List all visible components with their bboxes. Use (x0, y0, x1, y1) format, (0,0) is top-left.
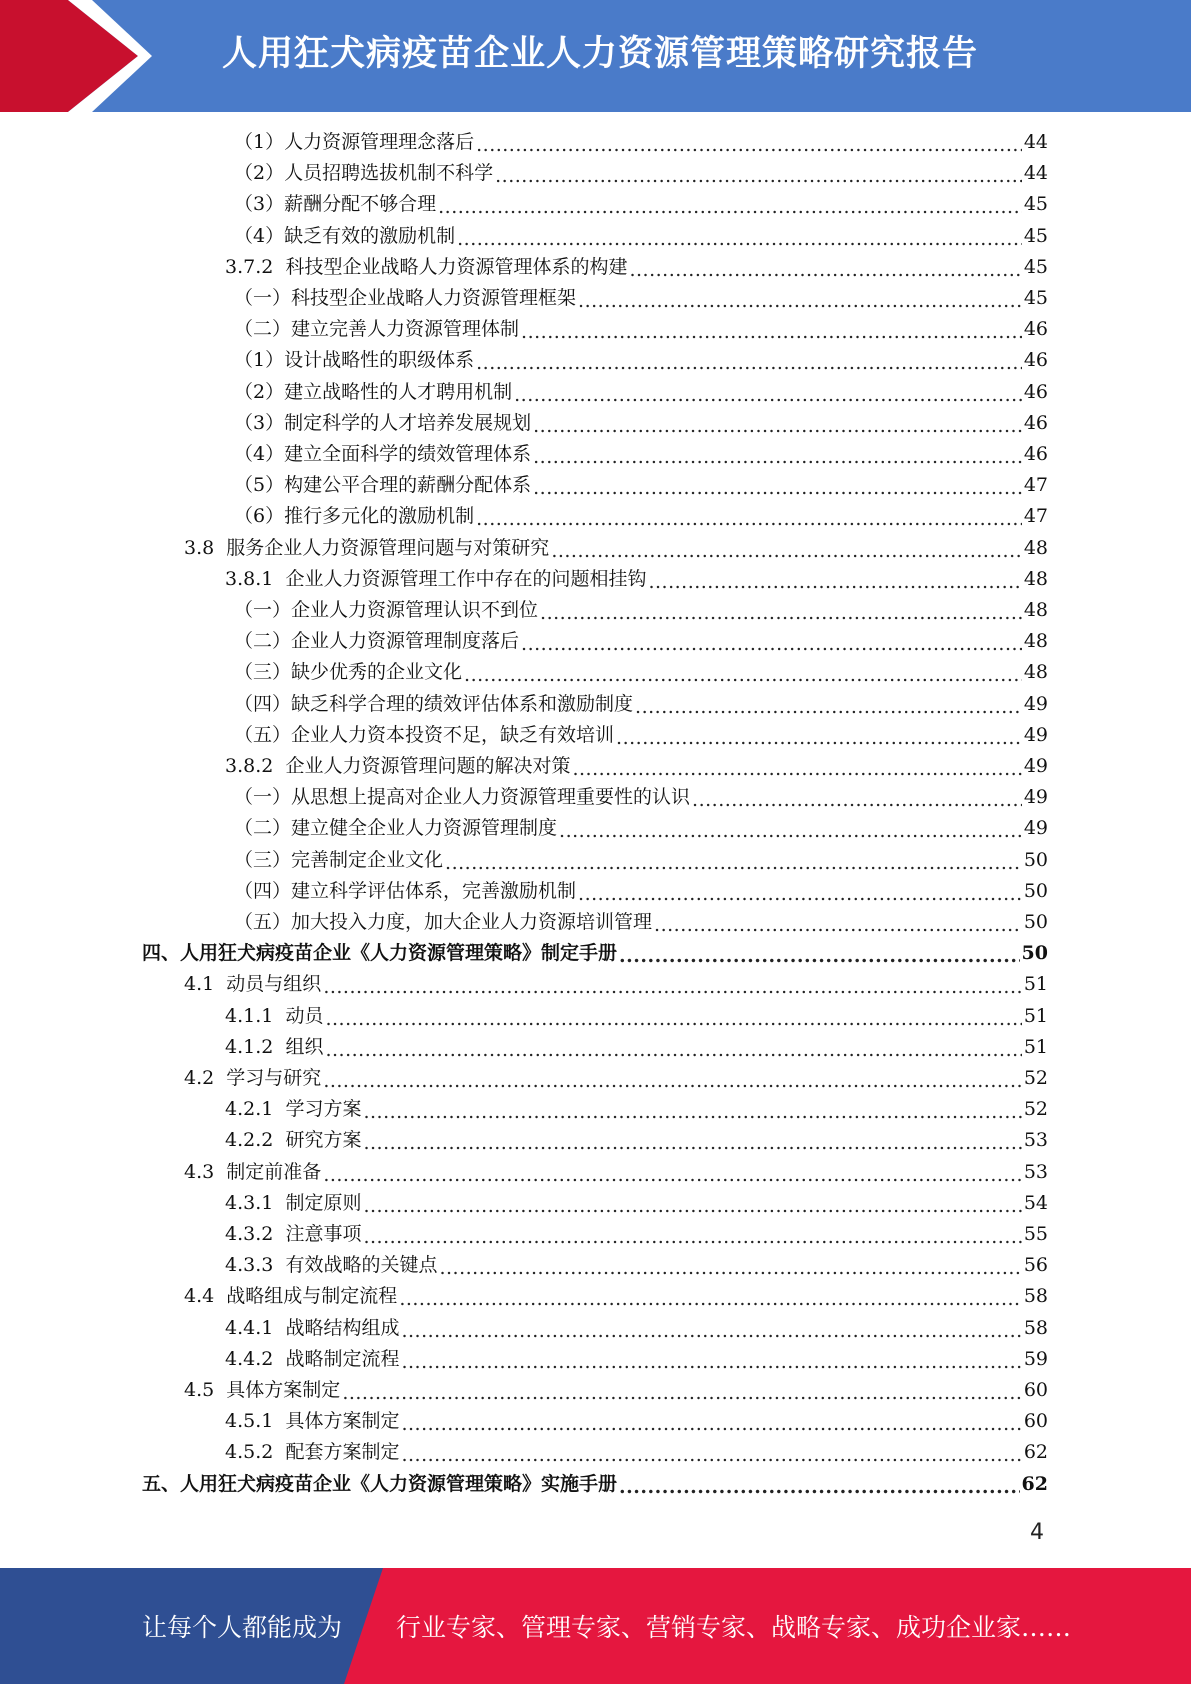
toc-entry-title: 具体方案制定 (285, 1410, 400, 1433)
toc-entry-page: 48 (1023, 599, 1048, 621)
toc-entry-title: 科技型企业战略人力资源管理框架 (291, 287, 577, 309)
toc-entry-page: 51 (1023, 1004, 1048, 1027)
toc-entry[interactable] (225, 1344, 1048, 1375)
toc-entry[interactable] (225, 1125, 1048, 1156)
footer-slogan-left: 让每个人都能成为 (142, 1613, 343, 1642)
toc-dot-leader (464, 657, 1022, 688)
toc-entry[interactable] (184, 969, 1048, 1000)
toc-dot-leader (438, 189, 1022, 220)
toc-entry-page: 50 (1021, 942, 1048, 965)
toc-dot-leader (578, 876, 1022, 907)
toc-dot-leader (445, 845, 1022, 876)
toc-entry-page: 56 (1023, 1254, 1048, 1277)
page-number: 4 (1030, 1520, 1044, 1545)
toc-entry[interactable] (234, 657, 1048, 688)
toc-entry[interactable] (142, 938, 1048, 969)
toc-entry[interactable] (184, 1375, 1048, 1406)
toc-entry-title: 动员与组织 (226, 973, 322, 996)
toc-entry-title: 人用狂犬病疫苗企业《人力资源管理策略》制定手册 (180, 942, 618, 965)
toc-entry-page: 62 (1021, 1472, 1048, 1495)
toc-entry-number: （四） (234, 879, 292, 902)
toc-dot-leader (533, 439, 1022, 470)
toc-entry-title: 具体方案制定 (226, 1379, 341, 1401)
toc-entry-number: 3.8 (184, 536, 227, 559)
toc-entry[interactable] (225, 1313, 1048, 1344)
toc-entry-page: 49 (1023, 755, 1048, 777)
toc-entry-title: 企业人力资源管理工作中存在的问题相挂钩 (285, 567, 647, 590)
toc-entry-number: 4.3 (184, 1160, 227, 1183)
toc-entry-page: 48 (1023, 630, 1048, 653)
toc-dot-leader (551, 533, 1022, 564)
toc-entry-number: 4.4.1 (225, 1316, 286, 1339)
toc-dot-leader (401, 1406, 1021, 1437)
toc-dot-leader (648, 564, 1021, 595)
toc-entry-page: 53 (1023, 1129, 1048, 1152)
toc-entry[interactable] (234, 189, 1048, 220)
toc-entry[interactable] (234, 283, 1048, 314)
toc-entry-page: 51 (1023, 1035, 1048, 1058)
toc-entry-title: 组织 (285, 1035, 324, 1058)
toc-entry-number: 3.8.2 (225, 755, 286, 777)
toc-dot-leader (533, 408, 1022, 439)
toc-entry[interactable] (225, 1188, 1048, 1219)
toc-dot-leader (476, 345, 1022, 376)
toc-entry-page: 47 (1023, 474, 1048, 497)
toc-entry-number: （二） (234, 630, 292, 653)
toc-entry-number: 4.3.3 (225, 1254, 286, 1277)
toc-entry-number: （1） (234, 349, 285, 372)
toc-entry[interactable] (234, 158, 1048, 189)
toc-entry-number: （五） (234, 723, 292, 746)
toc-entry[interactable] (225, 1437, 1048, 1468)
toc-entry-number: 4.1.2 (225, 1035, 286, 1058)
toc-entry-page: 54 (1023, 1191, 1048, 1214)
toc-entry[interactable] (234, 595, 1048, 626)
toc-dot-leader (692, 782, 1022, 813)
toc-entry-number: 3.7.2 (225, 255, 286, 278)
toc-entry-page: 59 (1023, 1347, 1048, 1370)
toc-entry[interactable] (234, 907, 1048, 938)
toc-entry-number: 4.4 (184, 1285, 227, 1308)
toc-entry-number: （2） (234, 162, 285, 185)
toc-dot-leader (476, 127, 1022, 158)
toc-entry[interactable] (225, 751, 1048, 782)
toc-entry-number: 4.1 (184, 973, 227, 996)
toc-entry[interactable] (225, 1001, 1048, 1032)
toc-entry-page: 49 (1023, 692, 1048, 715)
toc-dot-leader (401, 1313, 1021, 1344)
toc-dot-leader (619, 1469, 1020, 1500)
toc-entry[interactable] (234, 345, 1048, 376)
toc-entry[interactable] (234, 439, 1048, 470)
toc-entry-page: 50 (1023, 848, 1048, 871)
toc-entry[interactable] (225, 1219, 1048, 1250)
toc-dot-leader (559, 813, 1022, 844)
toc-dot-leader (342, 1375, 1022, 1406)
toc-entry[interactable] (234, 408, 1048, 439)
toc-entry[interactable] (225, 1094, 1048, 1125)
toc-entry-title: 缺乏有效的激励机制 (284, 224, 456, 247)
toc-dot-leader (521, 314, 1022, 345)
toc-entry[interactable] (184, 1063, 1048, 1094)
toc-dot-leader (476, 501, 1022, 532)
toc-entry[interactable] (234, 689, 1048, 720)
toc-entry-title: 战略结构组成 (285, 1316, 400, 1339)
toc-dot-leader (325, 1032, 1021, 1063)
toc-entry-number: （四） (234, 692, 292, 715)
toc-entry[interactable] (225, 564, 1048, 595)
toc-entry-page: 53 (1023, 1160, 1048, 1183)
toc-entry-page: 50 (1023, 879, 1048, 902)
toc-entry-page: 46 (1023, 443, 1048, 465)
toc-dot-leader (363, 1125, 1021, 1156)
toc-entry[interactable] (225, 1406, 1048, 1437)
toc-dot-leader (439, 1250, 1021, 1281)
toc-entry-title: 配套方案制定 (285, 1441, 400, 1464)
toc-entry-page: 52 (1023, 1067, 1048, 1089)
toc-entry-number: 3.8.1 (225, 567, 286, 590)
toc-entry-title: 研究方案 (285, 1129, 362, 1152)
toc-entry-number: （一） (234, 599, 292, 621)
toc-dot-leader (401, 1437, 1021, 1468)
toc-entry-title: 科技型企业战略人力资源管理体系的构建 (285, 255, 628, 278)
toc-entry-number: （三） (234, 848, 292, 871)
toc-dot-leader (323, 1157, 1022, 1188)
toc-dot-leader (363, 1219, 1021, 1250)
toc-entry-title: 建立科学评估体系，完善激励机制 (291, 879, 577, 902)
toc-entry-page: 44 (1023, 162, 1048, 185)
toc-dot-leader (363, 1094, 1021, 1125)
toc-entry[interactable] (234, 377, 1048, 408)
toc-entry[interactable] (234, 470, 1048, 501)
toc-entry-number: （3） (234, 411, 285, 434)
toc-entry-page: 45 (1023, 255, 1048, 278)
toc-entry-page: 49 (1023, 786, 1048, 809)
footer-slogan-right: 行业专家、管理专家、营销专家、战略专家、成功企业家…… (396, 1613, 1072, 1642)
toc-dot-leader (325, 1001, 1021, 1032)
toc-entry-number: 4.5 (184, 1379, 227, 1401)
toc-entry-page: 48 (1023, 536, 1048, 559)
toc-entry[interactable] (234, 876, 1048, 907)
toc-entry-number: （3） (234, 193, 285, 216)
toc-entry-number: （5） (234, 474, 285, 497)
toc-entry-number: 4.5.1 (225, 1410, 286, 1433)
toc-dot-leader (572, 751, 1021, 782)
toc-entry-number: （三） (234, 661, 292, 684)
toc-dot-leader (619, 938, 1020, 969)
toc-entry-number: 4.2.1 (225, 1098, 286, 1121)
toc-entry-number: 4.5.2 (225, 1441, 286, 1464)
toc-entry-title: 薪酬分配不够合理 (284, 193, 437, 216)
toc-entry-number: 4.2 (184, 1067, 227, 1089)
toc-entry-number: （1） (234, 131, 285, 153)
toc-entry-number: （6） (234, 505, 285, 528)
toc-entry-title: 学习方案 (285, 1098, 362, 1121)
toc-entry-title: 人员招聘选拔机制不科学 (284, 162, 494, 185)
toc-entry-title: 注意事项 (285, 1223, 362, 1245)
toc-entry[interactable] (184, 1157, 1048, 1188)
toc-entry-title: 人力资源管理理念落后 (284, 131, 475, 153)
toc-entry-page: 46 (1023, 411, 1048, 434)
toc-entry-title: 设计战略性的职级体系 (284, 349, 475, 372)
toc-entry-title: 动员 (285, 1004, 324, 1027)
toc-dot-leader (399, 1281, 1022, 1312)
toc-entry[interactable] (234, 626, 1048, 657)
toc-entry-number: （4） (234, 443, 285, 465)
toc-entry-title: 学习与研究 (226, 1067, 322, 1089)
toc-dot-leader (323, 1063, 1022, 1094)
toc-entry-title: 加大投入力度，加大企业人力资源培训管理 (291, 911, 653, 933)
toc-entry-title: 企业人力资源管理制度落后 (291, 630, 520, 653)
toc-entry-page: 52 (1023, 1098, 1048, 1121)
toc-entry-number: （二） (234, 817, 292, 840)
toc-dot-leader (495, 158, 1022, 189)
toc-entry-title: 推行多元化的激励机制 (284, 505, 475, 528)
toc-entry-number: 4.2.2 (225, 1129, 286, 1152)
toc-entry[interactable] (234, 813, 1048, 844)
toc-entry-page: 48 (1023, 567, 1048, 590)
toc-entry-page: 55 (1023, 1223, 1048, 1245)
toc-entry[interactable] (234, 845, 1048, 876)
toc-entry-title: 缺少优秀的企业文化 (291, 661, 463, 684)
toc-entry-page: 60 (1023, 1410, 1048, 1433)
toc-entry-title: 战略组成与制定流程 (226, 1285, 398, 1308)
toc-entry-page: 49 (1023, 817, 1048, 840)
toc-entry-page: 58 (1023, 1285, 1048, 1308)
toc-entry-number: 4.3.1 (225, 1191, 286, 1214)
toc-entry-page: 51 (1023, 973, 1048, 996)
toc-entry-title: 建立战略性的人才聘用机制 (284, 380, 513, 403)
toc-entry[interactable] (142, 1469, 1048, 1500)
toc-entry-title: 企业人力资源管理认识不到位 (291, 599, 539, 621)
toc-entry-title: 服务企业人力资源管理问题与对策研究 (226, 536, 550, 559)
toc-entry[interactable] (184, 533, 1048, 564)
toc-entry[interactable] (225, 252, 1048, 283)
toc-entry-page: 60 (1023, 1379, 1048, 1401)
toc-entry-title: 企业人力资源管理问题的解决对策 (285, 755, 571, 777)
toc-entry[interactable] (234, 501, 1048, 532)
toc-entry-number: （五） (234, 911, 292, 933)
toc-entry-page: 62 (1023, 1441, 1048, 1464)
toc-entry-title: 有效战略的关键点 (285, 1254, 438, 1277)
toc-dot-leader (323, 969, 1022, 1000)
toc-entry-title: 制定前准备 (226, 1160, 322, 1183)
toc-entry-title: 制定原则 (285, 1191, 362, 1214)
toc-entry-page: 45 (1023, 193, 1048, 216)
toc-entry-page: 50 (1023, 911, 1048, 933)
toc-entry-number: 4.4.2 (225, 1347, 286, 1370)
toc-entry-number: （二） (234, 318, 292, 341)
toc-dot-leader (635, 689, 1022, 720)
toc-entry-title: 人用狂犬病疫苗企业《人力资源管理策略》实施手册 (180, 1472, 618, 1495)
toc-entry-page: 46 (1023, 380, 1048, 403)
toc-entry-page: 46 (1023, 349, 1048, 372)
toc-dot-leader (514, 377, 1022, 408)
toc-entry-title: 建立全面科学的绩效管理体系 (284, 443, 532, 465)
toc-entry-title: 企业人力资本投资不足，缺乏有效培训 (291, 723, 615, 746)
toc-entry[interactable] (184, 1281, 1048, 1312)
page-header (0, 0, 1191, 112)
toc-entry[interactable] (234, 720, 1048, 751)
toc-entry-title: 建立完善人力资源管理体制 (291, 318, 520, 341)
toc-dot-leader (578, 283, 1022, 314)
toc-entry-page: 47 (1023, 505, 1048, 528)
toc-entry-page: 49 (1023, 723, 1048, 746)
toc-dot-leader (629, 252, 1021, 283)
toc-entry-page: 46 (1023, 318, 1048, 341)
toc-dot-leader (654, 907, 1022, 938)
toc-entry-number: 五、 (142, 1472, 181, 1495)
toc-entry[interactable] (234, 782, 1048, 813)
toc-dot-leader (521, 626, 1022, 657)
toc-entry-page: 44 (1023, 131, 1048, 153)
toc-entry[interactable] (225, 1032, 1048, 1063)
toc-entry-number: 4.1.1 (225, 1004, 286, 1027)
toc-dot-leader (363, 1188, 1021, 1219)
toc-entry-title: 建立健全企业人力资源管理制度 (291, 817, 558, 840)
toc-entry-title: 完善制定企业文化 (291, 848, 444, 871)
toc-entry-page: 45 (1023, 287, 1048, 309)
toc-entry-number: 四、 (142, 942, 181, 965)
toc-entry[interactable] (234, 221, 1048, 252)
toc-dot-leader (533, 470, 1022, 501)
document-title: 人用狂犬病疫苗企业人力资源管理策略研究报告 (222, 34, 979, 74)
toc-entry[interactable] (225, 1250, 1048, 1281)
toc-entry-number: （一） (234, 786, 292, 809)
toc-dot-leader (616, 720, 1022, 751)
toc-entry[interactable] (234, 127, 1048, 158)
toc-entry-page: 48 (1023, 661, 1048, 684)
toc-entry-page: 45 (1023, 224, 1048, 247)
toc-entry-title: 制定科学的人才培养发展规划 (284, 411, 532, 434)
toc-dot-leader (540, 595, 1022, 626)
toc-entry-title: 从思想上提高对企业人力资源管理重要性的认识 (291, 786, 691, 809)
toc-entry-number: 4.3.2 (225, 1223, 286, 1245)
toc-entry-number: （2） (234, 380, 285, 403)
toc-entry-number: （4） (234, 224, 285, 247)
toc-entry-number: （一） (234, 287, 292, 309)
page-footer (0, 1568, 1191, 1684)
toc-dot-leader (401, 1344, 1021, 1375)
toc-entry-title: 战略制定流程 (285, 1347, 400, 1370)
toc-entry-page: 58 (1023, 1316, 1048, 1339)
toc-dot-leader (457, 221, 1022, 252)
toc-entry-title: 缺乏科学合理的绩效评估体系和激励制度 (291, 692, 634, 715)
toc-entry-title: 构建公平合理的薪酬分配体系 (284, 474, 532, 497)
toc-entry[interactable] (234, 314, 1048, 345)
